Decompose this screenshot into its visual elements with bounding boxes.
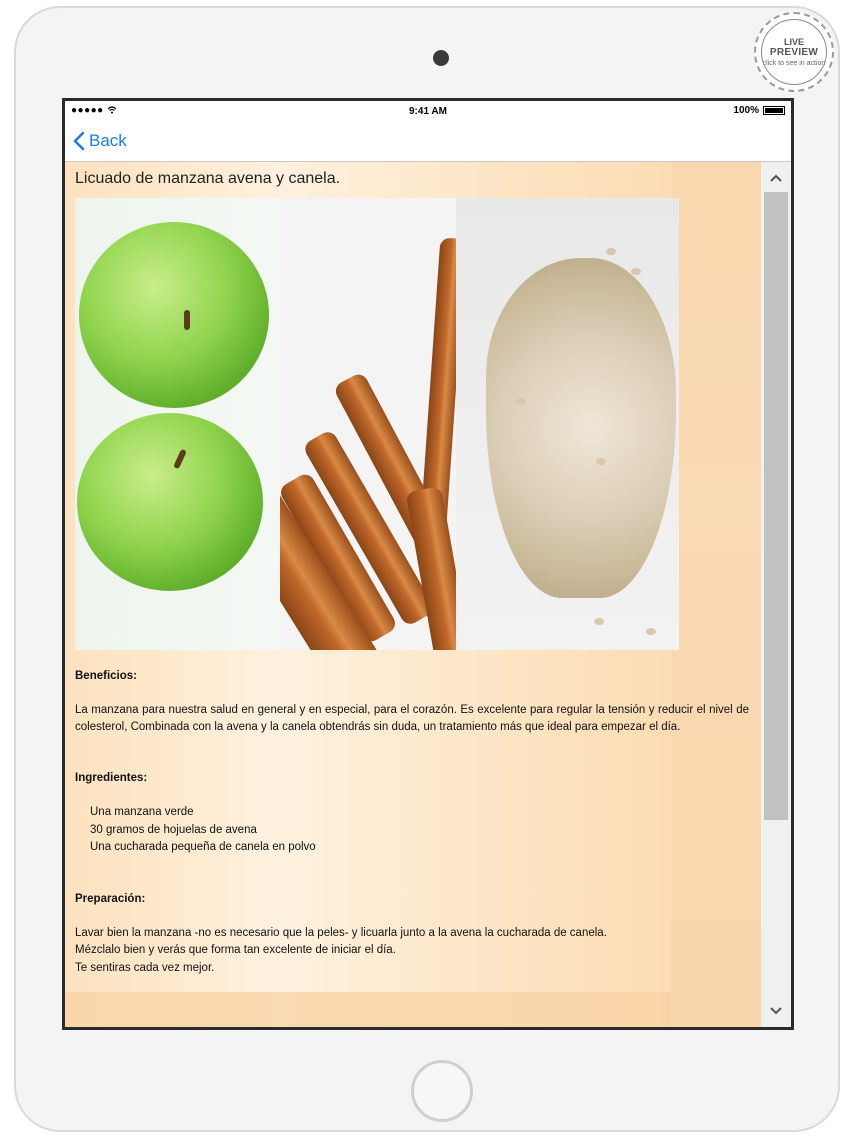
app-screen — [62, 98, 794, 1030]
battery-icon — [763, 106, 785, 115]
signal-dots: ●●●●● — [71, 105, 107, 116]
battery-indicator — [733, 105, 785, 116]
ingredient-item: Una cucharada pequeña de canela en polvo — [90, 841, 316, 853]
cinnamon-image — [280, 198, 456, 650]
front-camera — [433, 50, 449, 66]
status-time: 9:41 AM — [409, 106, 447, 117]
preparation-step: Lavar bien la manzana -no es necesario que la peles- y licuarla junto a la avena la cucharada de canela. — [75, 927, 607, 939]
back-button[interactable] — [73, 131, 127, 151]
chevron-down-icon — [769, 1006, 783, 1016]
home-button[interactable] — [411, 1060, 473, 1122]
back-label: Back — [89, 131, 127, 150]
benefits-text: La manzana para nuestra salud en general y en especial, para el corazón. Es excelente para regular la tensión y reducir el nivel de colesterol, Combinada con la avena y la canela obtendrás sin duda, un tratamiento más que ideal para empezar el día. — [75, 704, 749, 733]
recipe-photo — [75, 198, 679, 650]
ingredient-item: Una manzana verde — [90, 806, 194, 818]
navigation-bar — [65, 123, 791, 162]
badge-line3: click to see in action — [762, 59, 826, 67]
preparation-step: Te sentiras cada vez mejor. — [75, 962, 215, 974]
recipe-title: Licuado de manzana avena y canela. — [75, 170, 341, 187]
live-preview-badge[interactable] — [754, 12, 834, 92]
status-bar — [65, 101, 791, 123]
benefits-heading: Beneficios: — [75, 670, 137, 682]
recipe-content — [65, 162, 761, 1027]
scroll-down-button[interactable] — [761, 997, 791, 1025]
oats-image — [456, 198, 679, 650]
vertical-scrollbar[interactable] — [761, 162, 791, 1027]
ingredient-item: 30 gramos de hojuelas de avena — [90, 824, 257, 836]
scroll-up-button[interactable] — [761, 164, 791, 192]
chevron-left-icon — [73, 131, 85, 151]
badge-line1: LIVE — [783, 36, 804, 47]
badge-line2: PREVIEW — [769, 46, 819, 58]
apples-image — [75, 198, 280, 650]
scroll-thumb[interactable] — [764, 192, 788, 820]
preparation-heading: Preparación: — [75, 893, 146, 905]
ingredients-heading: Ingredientes: — [75, 772, 148, 784]
chevron-up-icon — [769, 173, 783, 183]
badge-ring — [761, 19, 827, 85]
preparation-step: Mézclalo bien y verás que forma tan excelente de iniciar el día. — [75, 944, 396, 956]
battery-percent: 100% — [733, 105, 759, 116]
